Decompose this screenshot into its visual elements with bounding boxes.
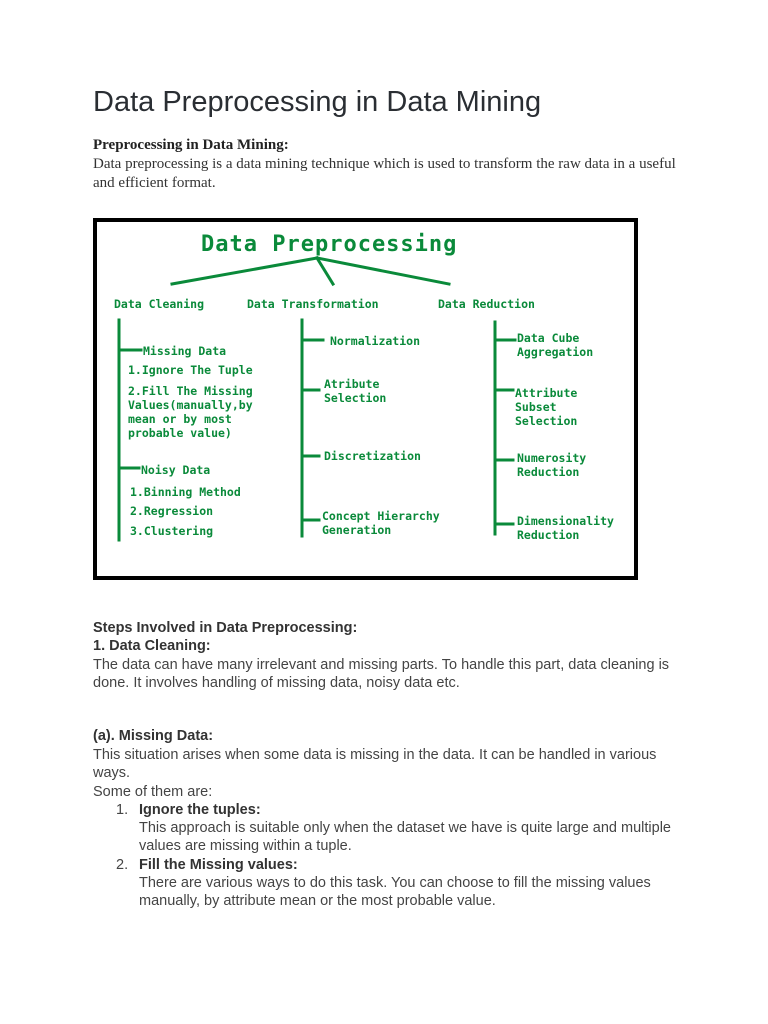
item-discretization: Discretization	[324, 449, 421, 463]
item-normalization: Normalization	[330, 334, 421, 348]
item-concept-hierarchy: Concept Hierarchy Generation	[322, 509, 440, 537]
list-item-ignore-tuples	[139, 801, 684, 855]
group-missing-data: Missing Data	[143, 344, 227, 358]
diagram-title: Data Preprocessing	[201, 232, 458, 257]
list-item-title: Ignore the tuples:	[139, 802, 261, 818]
group-noisy-data: Noisy Data	[141, 463, 211, 477]
connector-reduction	[317, 258, 449, 284]
missing-data-text: This situation arises when some data is missing in the data. It can be handled in various ways.	[93, 747, 657, 781]
list-item-fill-missing	[139, 856, 684, 910]
data-cleaning-text: The data can have many irrelevant and missing parts. To handle this part, data cleaning is done. It involves handling of missing data, noisy data etc.	[93, 657, 670, 691]
item-numerosity: Numerosity Reduction	[517, 451, 587, 479]
branch-data-transformation: Data Transformation	[247, 297, 379, 311]
missing-data-heading: (a). Missing Data:	[93, 728, 214, 744]
item-data-cube: Data Cube Aggregation	[517, 331, 594, 359]
preprocessing-diagram	[93, 218, 638, 580]
connector-cleaning	[172, 258, 317, 284]
branch-data-reduction: Data Reduction	[438, 297, 535, 311]
list-item-text: There are various ways to do this task. You can choose to fill the missing values manually, by attribute mean or the most probable value.	[139, 875, 651, 909]
item-fill-missing: 2.Fill The Missing Values(manually,by mean or by most probable value)	[128, 384, 253, 440]
branch-data-cleaning: Data Cleaning	[114, 297, 205, 311]
item-attribute-subset: Attribute Subset Selection	[515, 386, 578, 428]
some-of-them-text: Some of them are:	[93, 784, 213, 800]
item-binning: 1.Binning Method	[130, 485, 241, 499]
item-regression: 2.Regression	[130, 504, 214, 518]
list-number-2: 2.	[116, 857, 129, 873]
item-ignore-tuple: 1.Ignore The Tuple	[128, 363, 253, 377]
intro-heading: Preprocessing in Data Mining:	[93, 137, 289, 153]
page-title: Data Preprocessing in Data Mining	[93, 86, 542, 118]
list-number-1: 1.	[116, 802, 129, 818]
steps-heading: Steps Involved in Data Preprocessing:	[93, 620, 358, 636]
item-dimensionality: Dimensionality Reduction	[517, 514, 614, 542]
item-atribute-selection: Atribute Selection	[324, 377, 387, 405]
item-clustering: 3.Clustering	[130, 524, 214, 538]
list-item-title: Fill the Missing values:	[139, 857, 298, 873]
list-item-text: This approach is suitable only when the dataset we have is quite large and multiple values are missing within a tuple.	[139, 820, 671, 854]
intro-text: Data preprocessing is a data mining technique which is used to transform the raw data in a useful and efficient format.	[93, 156, 676, 191]
data-cleaning-heading: 1. Data Cleaning:	[93, 638, 211, 654]
